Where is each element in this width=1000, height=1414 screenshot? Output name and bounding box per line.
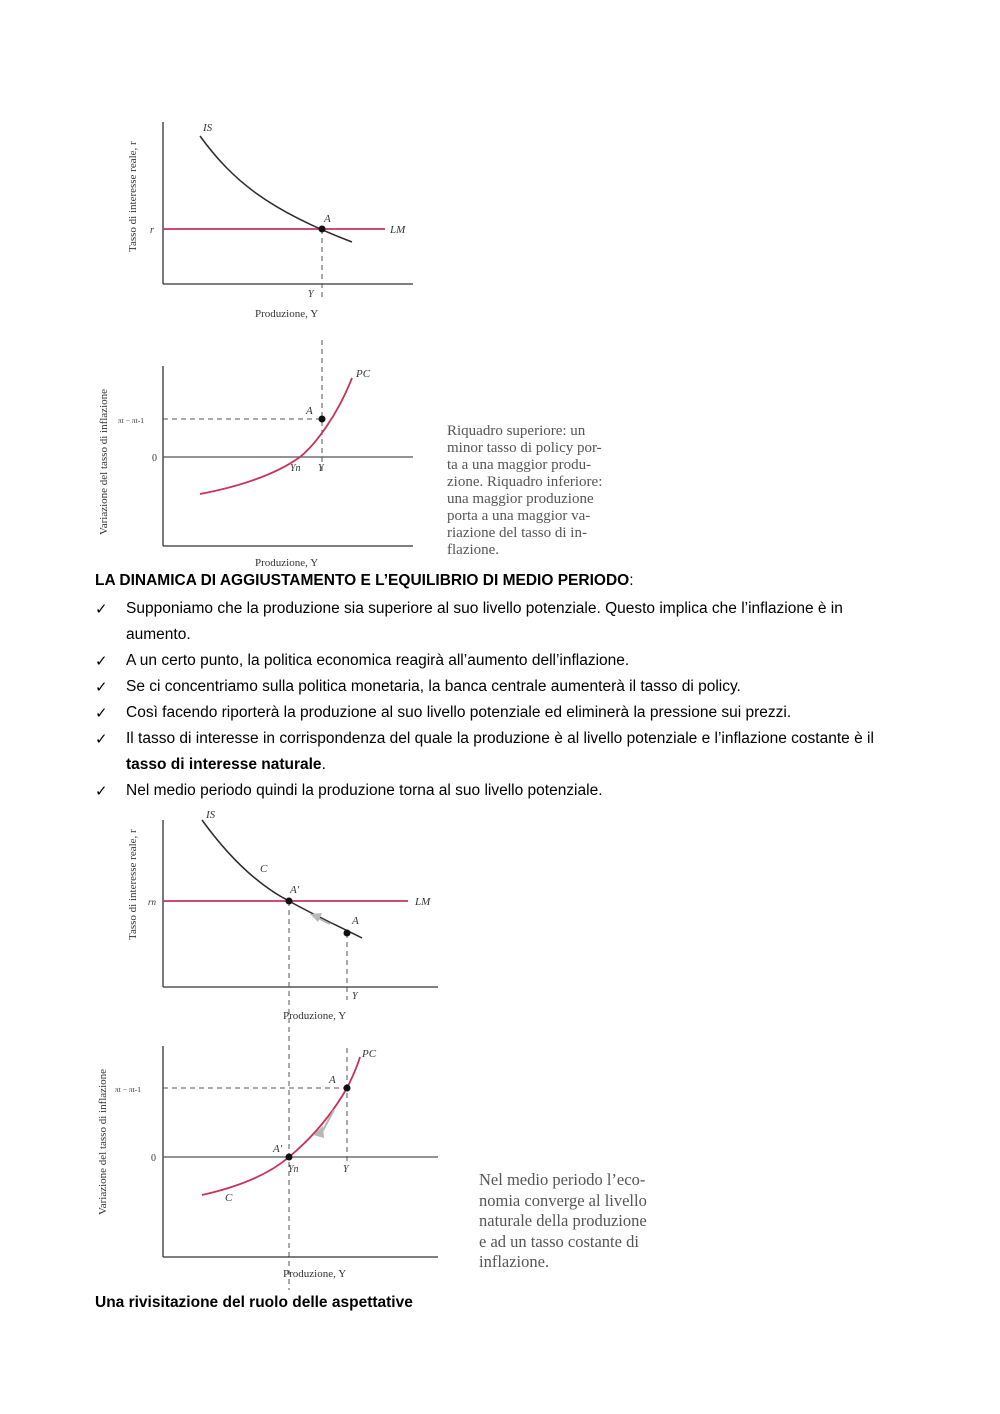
list-item-text-end: . [321,756,326,773]
figure2-bottom-panel [97,1046,438,1280]
figure1-top-panel [127,122,413,320]
y-tick-label: Y [343,1164,349,1175]
caption-line: e ad un tasso costante di [479,1231,639,1251]
caption-line: flazione. [447,542,500,558]
y-axis-label: Variazione del tasso di inflazione [97,1068,109,1215]
checkmark-icon: ✓ [95,600,108,618]
list-item [95,726,905,778]
pc-curve [200,378,352,494]
point-a-label: A [324,213,331,225]
list-item-text: Se ci concentriamo sulla politica monetaria, la banca centrale aumenterà il tasso di policy. [126,678,741,695]
y-axis-label: Variazione del tasso di inflazione [98,388,110,535]
caption-line: zione. Riquadro inferiore: [447,474,603,490]
section-heading-text: LA DINAMICA DI AGGIUSTAMENTO E L’EQUILIBRIO DI MEDIO PERIODO [95,572,630,589]
y-axis-label: Tasso di interesse reale, r [127,141,139,252]
point-a-dot [344,1085,351,1092]
figure2-caption [479,1170,647,1273]
point-c-label: C [260,863,268,875]
point-a-prime-label: A′ [290,884,300,896]
caption-line: porta a una maggior va- [447,508,591,524]
caption-line: Riquadro superiore: un [447,423,586,439]
point-a-prime-label: A′ [273,1143,283,1155]
yn-tick-label: Yn [288,1164,299,1175]
list-item [95,674,905,700]
yn-tick-label: Yn [290,463,301,474]
figure2-top-panel [127,809,438,1290]
x-axis-label: Produzione, Y [283,1010,347,1022]
is-curve [202,820,362,938]
list-item [95,700,905,726]
section-heading [95,572,634,590]
zero-tick-label: 0 [151,1153,156,1164]
list-item-text: Il tasso di interesse in corrispondenza del quale la produzione è al livello potenziale e l’inflazione costante è il [126,730,874,747]
caption-line: Nel medio periodo l’eco- [479,1170,646,1189]
r-tick-label: r [150,225,154,236]
list-item-text: A un certo punto, la politica economica reagirà all’aumento dell’inflazione. [126,652,630,669]
list-item [95,648,905,674]
y-tick-label: Y [318,463,324,474]
figure1-caption [447,423,602,559]
list-item [95,596,905,648]
is-label: IS [203,122,213,134]
pc-label: PC [356,368,371,380]
checkmark-icon: ✓ [95,782,108,800]
y-axis-label: Tasso di interesse reale, r [127,829,139,940]
checkmark-icon: ✓ [95,652,108,670]
zero-tick-label: 0 [152,453,157,464]
is-label: IS [206,809,216,821]
caption-line: minor tasso di policy por- [447,440,602,456]
caption-line: una maggior produzione [447,491,594,507]
y-tick-label: Y [308,289,314,300]
figure1-bottom-panel [98,340,413,569]
is-curve [200,136,352,242]
pi-tick-label: πt − πt-1 [115,1085,141,1094]
x-axis-label: Produzione, Y [255,557,319,569]
pc-curve [202,1057,360,1195]
caption-line: naturale della produzione [479,1211,647,1230]
list-item [95,778,905,804]
list-item-text: Così facendo riporterà la produzione al suo livello potenziale ed eliminerà la pressione sui prezzi. [126,704,792,721]
pi-tick-label: πt − πt-1 [118,416,144,425]
next-section-heading: Una rivisitazione del ruolo delle aspettative [95,1294,413,1311]
checkmark-icon: ✓ [95,704,108,722]
lm-label: LM [390,224,406,236]
x-axis-label: Produzione, Y [255,308,319,320]
point-a-label: A [329,1074,336,1086]
x-axis-label: Produzione, Y [283,1268,347,1280]
point-a-dot [319,416,326,423]
checkmark-icon: ✓ [95,730,108,748]
list-item-text: Supponiamo che la produzione sia superiore al suo livello potenziale. Questo implica che l’inflazione è in aumento. [126,600,843,643]
point-a-dot [319,226,326,233]
point-a-label: A [352,915,359,927]
pc-label: PC [362,1048,377,1060]
point-c-label: C [225,1192,233,1204]
point-a-label: A [306,405,313,417]
caption-line: inflazione. [479,1252,550,1271]
bullet-list [95,596,905,804]
point-a-dot [344,930,351,937]
point-a-prime-dot [286,1154,293,1161]
checkmark-icon: ✓ [95,678,108,696]
lm-label: LM [415,896,431,908]
list-item-text: Nel medio periodo quindi la produzione torna al suo livello potenziale. [126,782,603,799]
caption-line: riazione del tasso di in- [447,525,587,541]
y-tick-label: Y [352,991,358,1002]
rn-tick-label: rn [148,897,157,907]
caption-line: ta a una maggior produ- [447,457,592,473]
section-heading-colon: : [629,572,634,589]
natural-rate-term: tasso di interesse naturale [126,756,322,773]
caption-line: nomia converge al livello [479,1190,647,1210]
point-a-prime-dot [286,898,293,905]
